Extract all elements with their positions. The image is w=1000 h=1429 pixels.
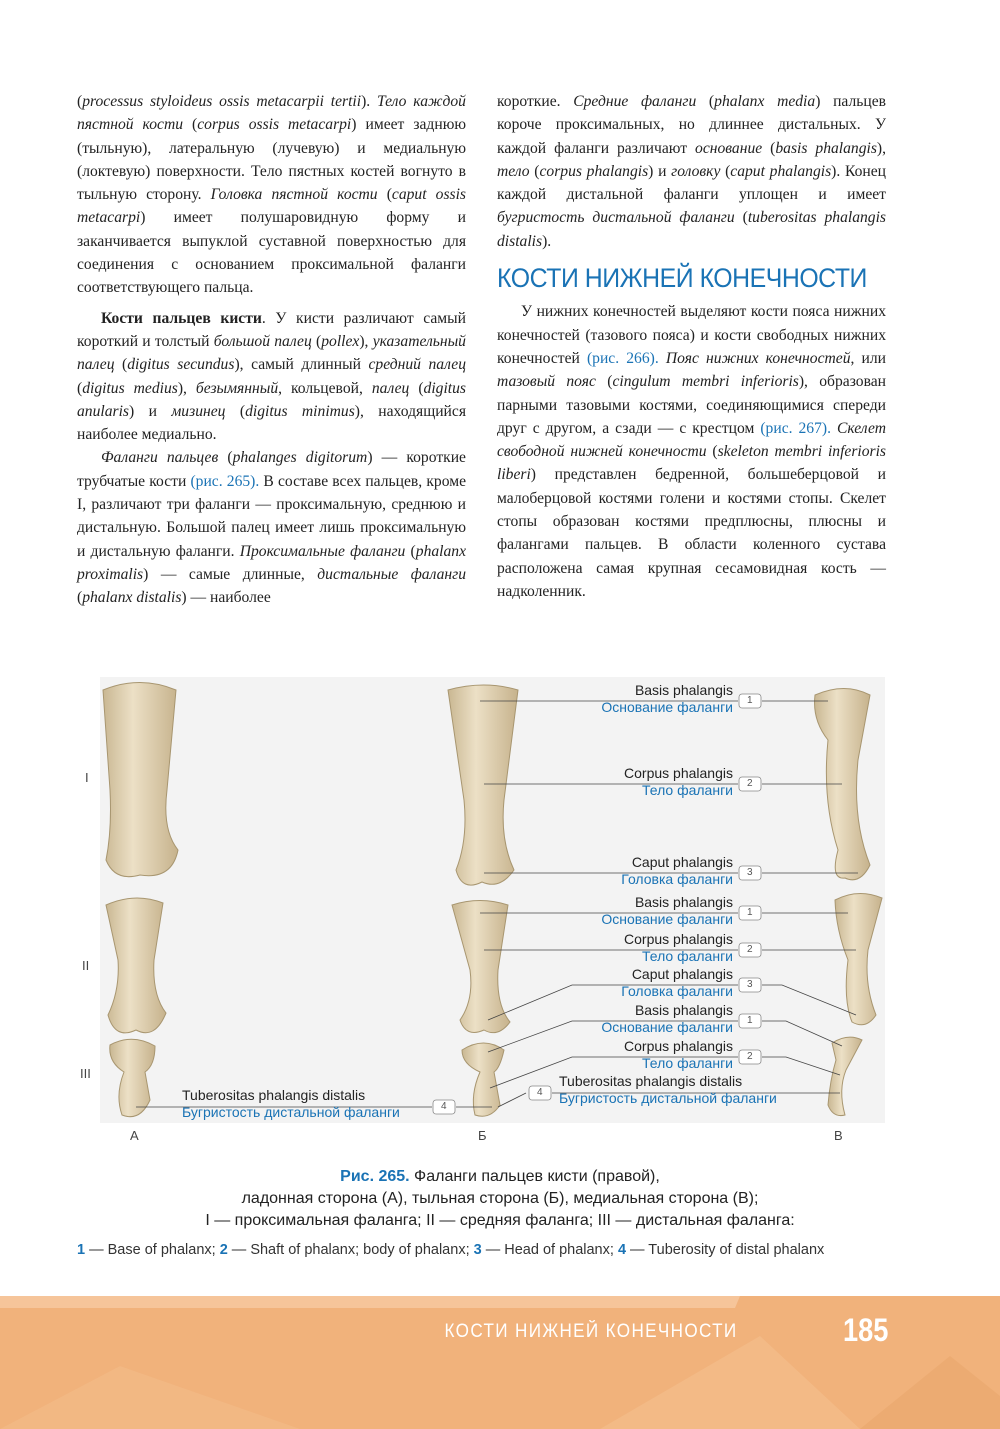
page-number: 185 [842,1312,888,1348]
label-caput-1: Caput phalangis Головка фаланги [621,854,733,887]
paragraph: Кости пальцев кисти. У кисти различают самый короткий и толстый большой палец (pollex), указательный палец (digitus secundus), самый длинный средний палец (digitus medius), безымянный, кольцевой, палец (digitus anularis) и мизинец (digitus minimus), находящийся наиболее медиально. [77,309,467,444]
footer-section-title: КОСТИ НИЖНЕЙ КОНЕЧНОСТИ [444,1321,738,1342]
label-caput-2: Caput phalangis Головка фаланги [621,966,733,999]
number-badge: 4 [441,1101,447,1112]
label-corpus-1: Corpus phalangis Тело фаланги [624,765,733,798]
bone-proximal-a [103,683,178,877]
label-basis-3: Basis phalangis Основание фаланги [601,1002,733,1035]
section-heading: КОСТИ НИЖНЕЙ КОНЕЧНОСТИ [497,263,867,294]
paragraph: (processus styloideus ossis metacarpii tertii). Тело каждой пястной кости (corpus ossis metacarpi) имеет заднюю (тыльную), латеральную (лучевую) и медиальную (локтевую) поверхности. Тело пястных костей вогнуто в тыльную сторону. Головка пястной кости (caput ossis metacarpi) имеет полушаровидную форму и заканчивается выпуклой суставной поверхностью для соединения с основанием проксимальной фаланги соответствующего пальца. [77,93,467,297]
figure-reference[interactable]: (рис. 266). [586,349,659,367]
figure-caption: Рис. 265. Фаланги пальцев кисти (правой), ладонная сторона (А), тыльная сторона (Б), медиальная сторона (В); I — проксимальная фаланга; II — средняя фаланга; III — дистальная фаланга: [205,1168,795,1229]
label-corpus-2: Corpus phalangis Тело фаланги [624,931,733,964]
label-basis-1: Basis phalangis Основание фаланги [601,682,733,715]
paragraph: Фаланги пальцев (phalanges digitorum) — короткие трубчатые кости (рис. 265). В составе всех пальцев, кроме I, различают три фаланги — проксимальную, среднюю и дистальную. Большой палец имеет лишь проксимальную и дистальную фаланги. Проксимальные фаланги (phalanx proximalis) — самые длинные, дистальные фаланги (phalanx distalis) — наиболее [77,449,467,607]
roman-label: II [82,958,90,973]
number-badge: 1 [747,1015,753,1026]
number-badge: 2 [747,1051,753,1062]
roman-label: I [85,770,89,785]
number-badge: 2 [747,778,753,789]
label-corpus-3: Corpus phalangis Тело фаланги [624,1038,733,1071]
view-label: А [130,1128,139,1143]
label-tuberosity-left: Tuberositas phalangis distalis Бугристость дистальной фаланги [182,1087,400,1120]
figure-legend: 1 — Base of phalanx; 2 — Shaft of phalanx; body of phalanx; 3 — Head of phalanx; 4 — Tuberosity of distal phalanx [77,1242,825,1258]
paragraph: короткие. Средние фаланги (phalanx media) пальцев короче проксимальных, но длиннее дистальных. У каждой фаланги различают основание (basis phalangis), тело (corpus phalangis) и головку (caput phalangis). Конец каждой дистальной фаланги уплощен и имеет бугристость дистальной фаланги (tuberositas phalangis distalis). [497,93,887,250]
number-badge: 3 [747,979,753,990]
number-badge: 2 [747,944,753,955]
number-badge: 3 [747,867,753,878]
view-label: В [834,1128,843,1143]
number-badge: 1 [747,907,753,918]
paragraph: У нижних конечностей выделяют кости пояса нижних конечностей (тазового пояса) и кости свободных нижних конечностей (рис. 266). Пояс нижних конечностей, или тазовый пояс (cingulum membri inferioris), образован парными тазовыми костями, соединяющимися спереди друг с другом, а сзади — с крестцом (рис. 267). Скелет свободной нижней конечности (skeleton membri inferioris liberi) представлен бедренной, большеберцовой и малоберцовой костями голени и костями стопы. Скелет стопы образован костями предплюсны, плюсны и фалангами пальцев. В области коленного сустава расположена самая крупная сесамовидная кость — надколенник. [497,303,887,600]
number-badge: 1 [747,695,753,706]
roman-label: III [80,1066,91,1081]
figure-reference[interactable]: (рис. 265). [190,472,260,490]
number-badge: 4 [537,1087,543,1098]
label-basis-2: Basis phalangis Основание фаланги [601,894,733,927]
label-tuberosity-right: Tuberositas phalangis distalis Бугристость дистальной фаланги [559,1073,777,1106]
view-label: Б [478,1128,487,1143]
figure-reference[interactable]: (рис. 267). [760,419,831,437]
figure-number: Рис. 265. [340,1168,410,1185]
